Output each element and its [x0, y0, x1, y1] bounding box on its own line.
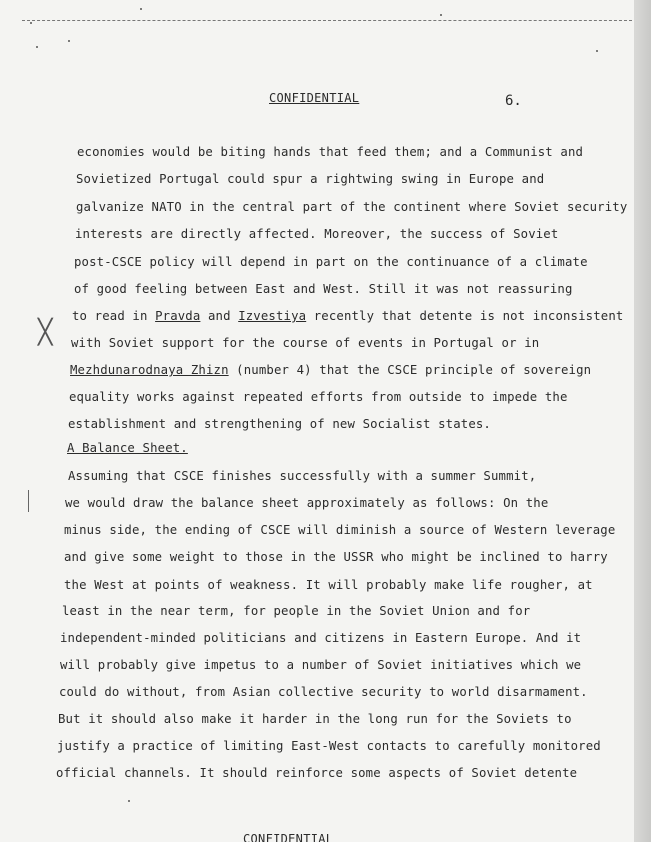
body-line: Mezhdunarodnaya Zhizn (number 4) that the CSCE principle of sovereign	[70, 363, 592, 377]
page-number: 6.	[505, 93, 522, 109]
section-heading: A Balance Sheet.	[67, 441, 188, 455]
body-line: will probably give impetus to a number of Soviet initiatives which we	[60, 658, 582, 672]
margin-x-mark: ╳	[38, 318, 53, 346]
body-line: establishment and strengthening of new Socialist states.	[68, 417, 491, 431]
body-line: minus side, the ending of CSCE will diminish a source of Western leverage	[64, 523, 616, 537]
body-line: Assuming that CSCE finishes successfully with a summer Summit,	[68, 469, 537, 483]
scan-speck	[140, 8, 142, 10]
body-line: independent-minded politicians and citizens in Eastern Europe. And it	[60, 631, 582, 645]
body-line: equality works against repeated efforts from outside to impede the	[69, 390, 568, 404]
body-line: galvanize NATO in the central part of the continent where Soviet security	[76, 200, 628, 214]
footer-classification: CONFIDENTIAL	[243, 832, 334, 842]
body-line: and give some weight to those in the USSR who might be inclined to harry	[64, 550, 608, 564]
body-line: official channels. It should reinforce some aspects of Soviet detente	[56, 766, 578, 780]
body-line: economies would be biting hands that feed them; and a Communist and	[77, 145, 584, 159]
body-line: But it should also make it harder in the long run for the Soviets to	[58, 712, 572, 726]
top-dashed-rule	[22, 20, 632, 21]
body-line: to read in Pravda and Izvestiya recently that detente is not inconsistent	[72, 309, 624, 323]
body-line: Sovietized Portugal could spur a rightwing swing in Europe and	[76, 172, 545, 186]
header-classification: CONFIDENTIAL	[269, 91, 360, 105]
margin-tick-mark	[28, 490, 29, 512]
scan-speck	[440, 14, 442, 16]
scan-speck	[68, 40, 70, 42]
body-line: we would draw the balance sheet approximately as follows: On the	[65, 496, 549, 510]
body-line: could do without, from Asian collective security to world disarmament.	[59, 685, 588, 699]
body-line: post-CSCE policy will depend in part on the continuance of a climate	[74, 255, 588, 269]
body-line: the West at points of weakness. It will probably make life rougher, at	[64, 578, 593, 592]
scan-speck	[36, 46, 38, 48]
scan-edge	[634, 0, 651, 842]
scan-speck	[128, 800, 130, 802]
scan-speck	[596, 50, 598, 52]
body-line: interests are directly affected. Moreover, the success of Soviet	[75, 227, 559, 241]
body-line: least in the near term, for people in the Soviet Union and for	[62, 604, 531, 618]
scan-speck	[30, 22, 32, 24]
body-line: of good feeling between East and West. Still it was not reassuring	[74, 282, 573, 296]
body-line: with Soviet support for the course of events in Portugal or in	[71, 336, 540, 350]
body-line: justify a practice of limiting East-West contacts to carefully monitored	[57, 739, 601, 753]
